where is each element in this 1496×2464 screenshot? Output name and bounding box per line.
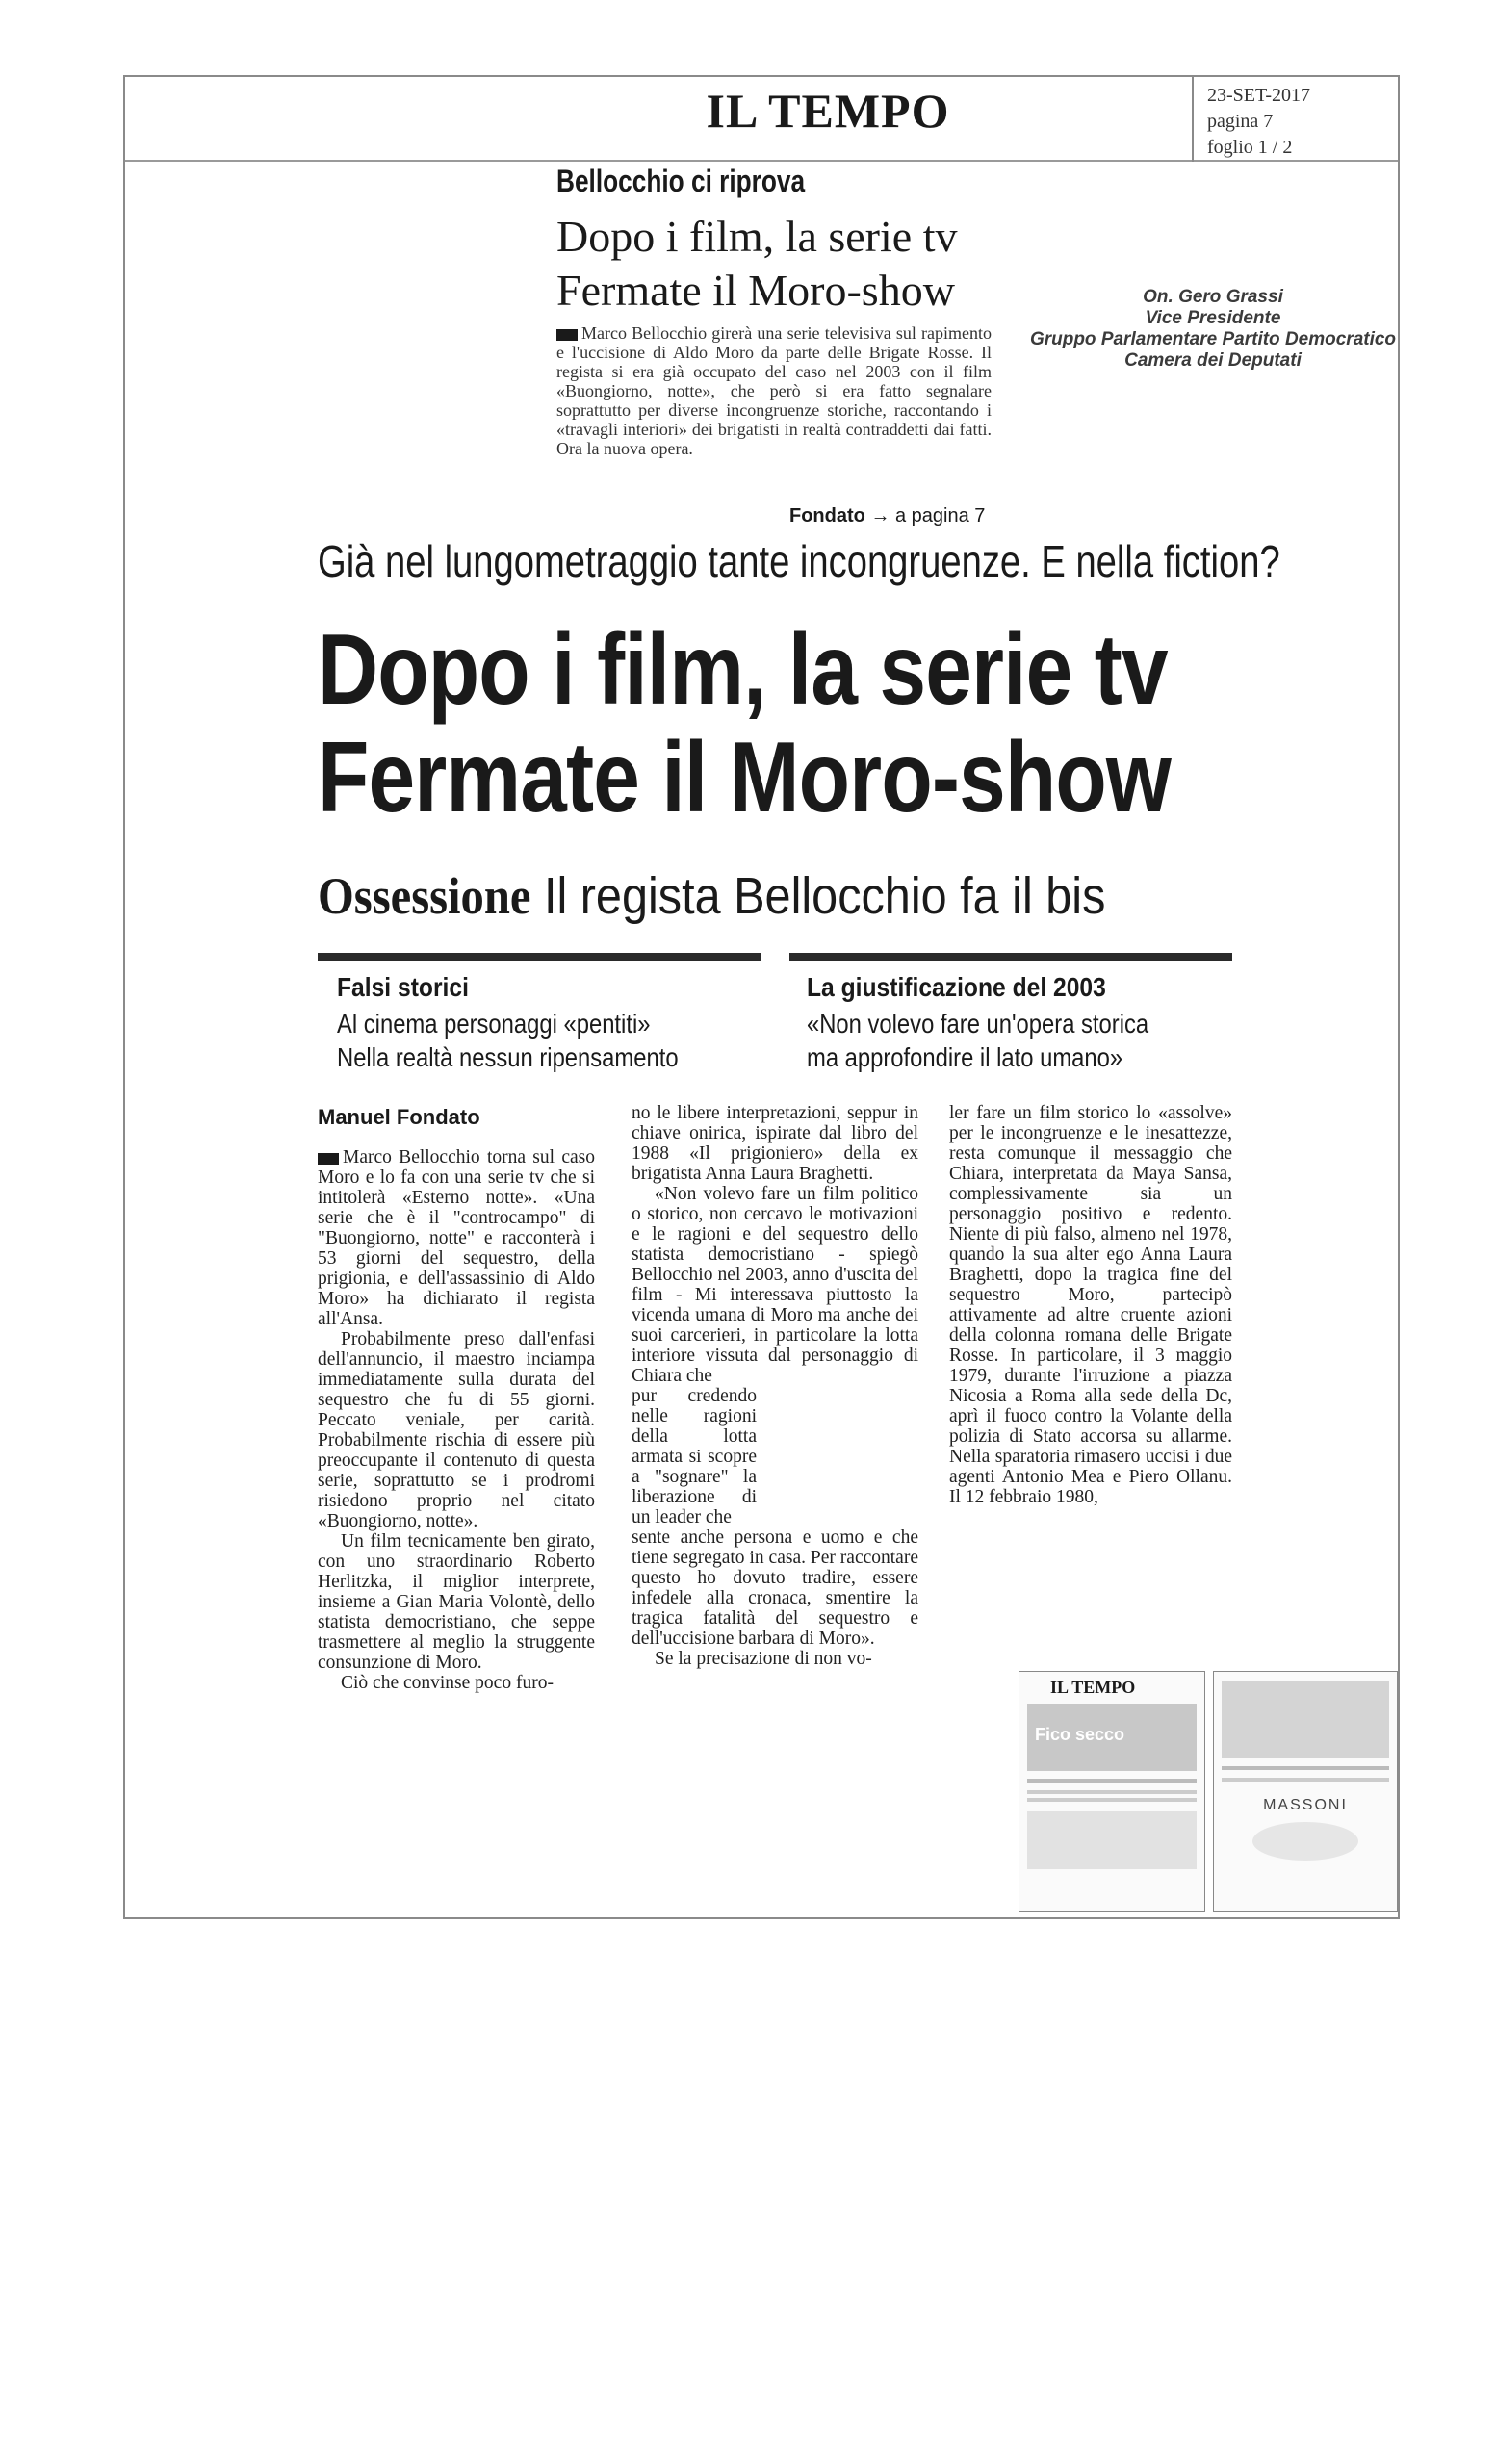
front-headline <box>556 210 957 318</box>
thumbnail-masthead: IL TEMPO <box>1050 1678 1136 1697</box>
article-column-1 <box>318 1147 595 1693</box>
stamp-name: On. Gero Grassi <box>1143 287 1283 307</box>
box-right-line2: ma approfondire il lato umano» <box>807 1042 1123 1072</box>
box-right-title: La giustificazione del 2003 <box>807 972 1106 1002</box>
reference-author: Fondato <box>789 505 865 526</box>
thumbnail-headline: Fico secco <box>1035 1725 1125 1744</box>
front-kicker: Bellocchio ci riprova <box>556 164 806 198</box>
reference-page: a pagina 7 <box>895 505 986 526</box>
front-headline-line2: Fermate il Moro-show <box>556 266 955 315</box>
article-subhead <box>318 866 1105 926</box>
article-question: Già nel lungometraggio tante incongruenze. E nella fiction? <box>318 536 1280 586</box>
col1-paragraph-1: Marco Bellocchio torna sul caso Moro e lo fa con una serie tv che si intitolerà «Esterno notte». «Una serie che è il "controcampo" di "Buongiorno, notte" e racconterà i 53 giorni del sequestro, della prigionia, e dell'assassinio di Aldo Moro» ha dichiarato il regista all'Ansa. <box>318 1147 595 1329</box>
box-right-line1: «Non volevo fare un'opera storica <box>807 1009 1149 1039</box>
page-reference <box>789 505 985 527</box>
date: 23-SET-2017 <box>1207 85 1311 106</box>
box-right <box>807 972 1209 1074</box>
arrow-right-icon: → <box>870 505 890 526</box>
box-right-rule <box>789 953 1232 961</box>
col2-paragraph-1: no le libere interpretazioni, seppur in chiave onirica, ispirate dal libro del 1988 «Il prigioniero» della ex brigatista Anna Laura Braghetti. <box>632 1103 918 1184</box>
date-box <box>1192 77 1398 162</box>
article-column-2 <box>632 1103 918 1669</box>
front-teaser-text: Marco Bellocchio girerà una serie televisiva sul rapimento e l'uccisione di Aldo Moro da parte delle Brigate Rosse. Il regista si era già occupato del caso nel 2003 con il film «Buongiorno, notte», che però si era fatto segnalare soprattutto per diverse incongruenze storiche, raccontando i «travagli interiori» dei brigatisti in realtà contraddetti dai fatti. Ora la nuova opera. <box>556 323 992 458</box>
stamp-role: Vice Presidente <box>1145 308 1281 328</box>
col2-paragraph-2: «Non volevo fare un film politico o storico, non cercavo le motivazioni e le ragioni e del sequestro dello statista democristiano - spiegò Bellocchio nel 2003, anno d'uscita del film - Mi interessava piuttosto la vicenda umana di Moro ma anche dei suoi carcerieri, in particolare la lotta interiore vissuta dal personaggio di Chiara che <box>632 1184 918 1386</box>
box-left-title: Falsi storici <box>337 972 469 1002</box>
box-left-line2: Nella realtà nessun ripensamento <box>337 1042 679 1072</box>
article-headline-line1: Dopo i film, la serie tv <box>318 614 1168 726</box>
col1-paragraph-4: Ciò che convinse poco furo- <box>341 1673 554 1693</box>
col3-paragraph-1: ler fare un film storico lo «assolve» per le incongruenze e le inesattezze, resta comunque il messaggio che Chiara, interpretata da Maya Sansa, complessivamente sia un personaggio positivo e redento. Niente di più falso, almeno nel 1978, quando la sua alter ego Anna Laura Braghetti, dopo la tragica fine del sequestro Moro, partecipò attivamente ad altre cruente azioni della colonna romana delle Brigate Rosse. In particolare, il 3 maggio 1979, durante l'irruzione a piazza Nicosia a Roma alla sede della Dc, aprì il fuoco contro la Volante della polizia di Stato accorsa su allarme. Nella sparatoria rimasero uccisi i due agenti Antonio Mea e Piero Ollanu. Il 12 febbraio 1980, <box>949 1103 1232 1507</box>
square-bullet-icon <box>556 329 578 341</box>
article-column-3 <box>949 1103 1232 1507</box>
col2-paragraph-2b: pur credendo nelle ragioni della lotta armata si scopre a "sognare" la liberazione di un leader che <box>632 1386 757 1527</box>
front-headline-line1: Dopo i film, la serie tv <box>556 212 958 261</box>
thumbnail-inner-page <box>1213 1671 1398 1912</box>
masthead: IL TEMPO <box>706 84 950 138</box>
thumbnail-front-page <box>1019 1671 1205 1912</box>
stamp-chamber: Camera dei Deputati <box>1124 350 1302 371</box>
parliament-stamp <box>1015 287 1411 372</box>
thumbnail-photo <box>1027 1704 1197 1771</box>
col1-paragraph-3: Un film tecnicamente ben girato, con uno straordinario Roberto Herlitzka, il miglior interprete, insieme a Gian Maria Volontè, dello statista democristiano, che seppe trasmettere al meglio la struggente consunzione di Moro. <box>318 1531 595 1673</box>
article-headline <box>318 616 1171 832</box>
sheet-number: foglio 1 / 2 <box>1207 137 1293 158</box>
square-bullet-icon <box>318 1153 339 1165</box>
col2-paragraph-2c: sente anche persona e uomo e che tiene segregato in casa. Per raccontare questo ho dovuto tradire, essere infedele alla cronaca, smentire la tragica fatalità del sequestro e dell'uccisione barbara di Moro». <box>632 1527 918 1649</box>
page-number: pagina 7 <box>1207 111 1274 132</box>
subhead-text: Il regista Bellocchio fa il bis <box>530 867 1106 925</box>
subhead-keyword: Ossessione <box>318 867 531 925</box>
front-teaser <box>556 323 992 458</box>
box-left-line1: Al cinema personaggi «pentiti» <box>337 1009 651 1039</box>
stamp-group: Gruppo Parlamentare Partito Democratico <box>1029 329 1397 349</box>
thumbnail-brand: MASSONI <box>1263 1797 1348 1813</box>
box-left-rule <box>318 953 761 961</box>
col1-paragraph-2: Probabilmente preso dall'enfasi dell'annuncio, il maestro inciampa immediatamente sulla durata del sequestro che fu di 55 giorni. Peccato veniale, per carità. Probabilmente rischia di essere più preoccupante il contenuto di questa serie, soprattutto se i prodromi risiedono proprio nel citato «Buongiorno, notte». <box>318 1329 595 1531</box>
col2-paragraph-3: Se la precisazione di non vo- <box>655 1649 872 1669</box>
byline: Manuel Fondato <box>318 1105 480 1129</box>
article-headline-line2: Fermate il Moro-show <box>318 722 1172 834</box>
box-left <box>337 972 738 1074</box>
